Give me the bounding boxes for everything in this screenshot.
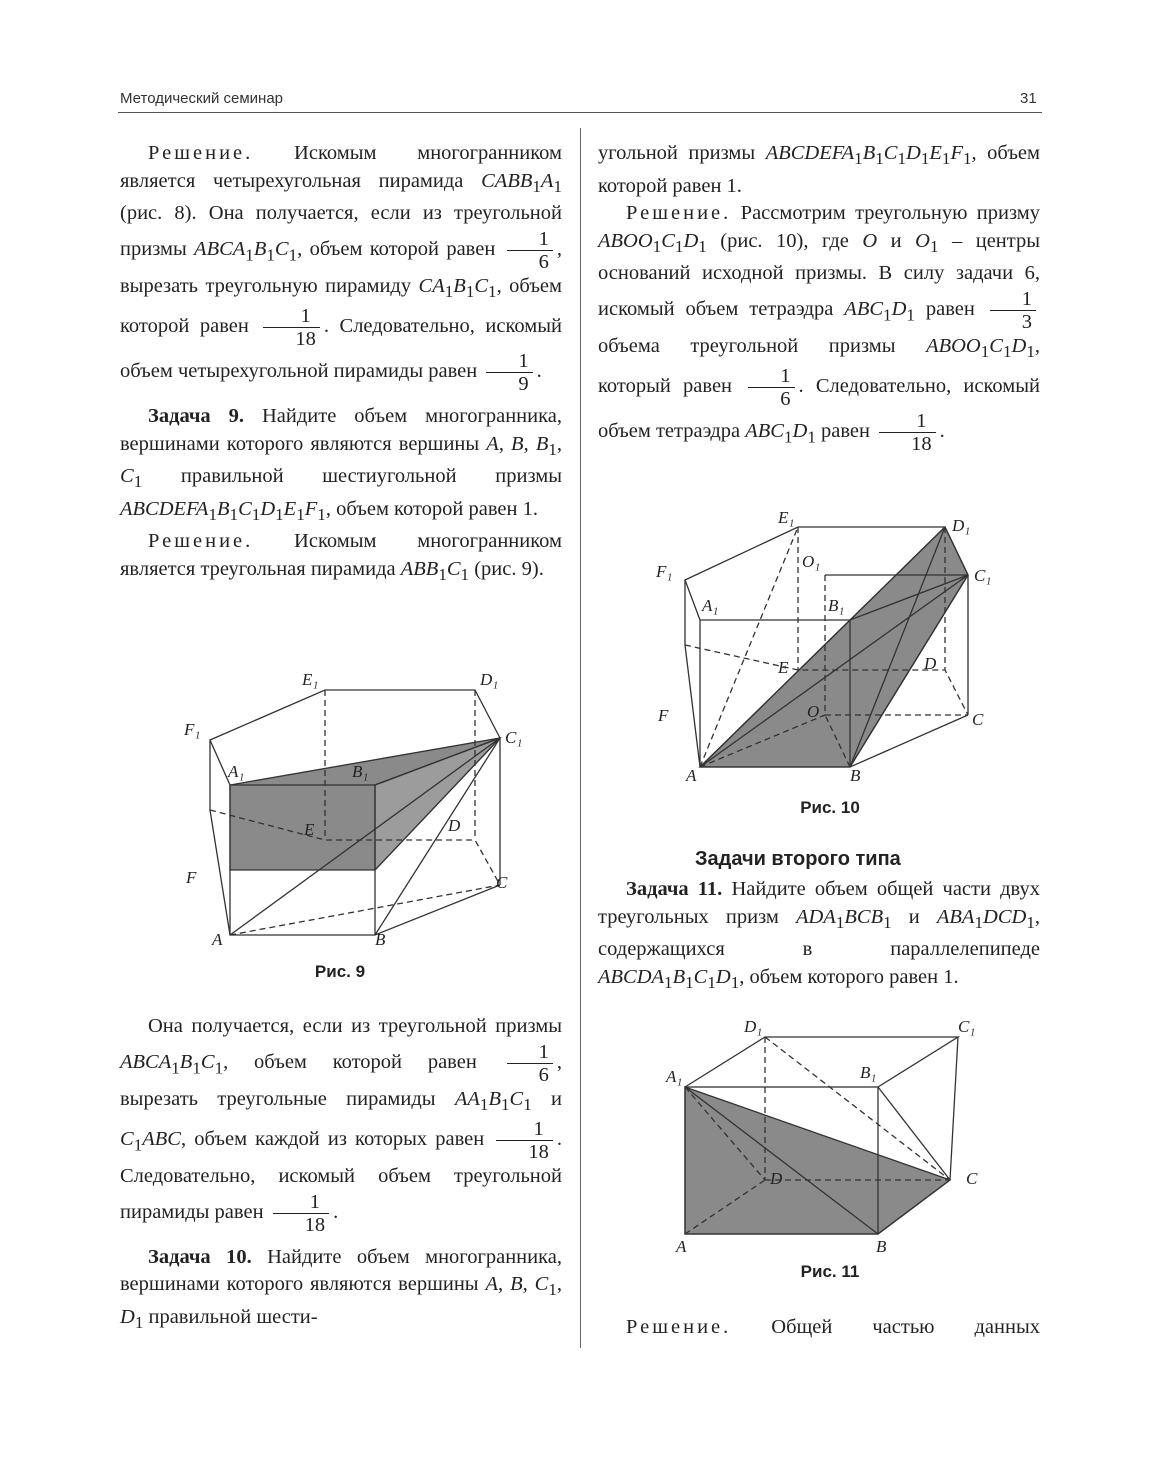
fig10-label-D1: D₁ <box>952 516 971 535</box>
running-header: Методический семинар <box>120 90 284 107</box>
figure-11-caption: Рис. 11 <box>800 1262 860 1281</box>
right-column-bottom <box>598 1314 1040 1342</box>
solution-8-paragraph: Решение. Искомым многогранником является четырехугольная пирамида $CABB_1A_1$ (рис. 8). Она получается, если из треугольной призмы $ABCA_1B_1C_1$, объем которой равен $\frac{1}{6}$ , вырезать треугольную пирамиду $CA_1B_1C_1$, объем которой равен $\frac{1}{18}$ . Следовательно, искомый объем четырехугольной пирамиды равен $\frac{1}{9}$ . <box>120 142 562 396</box>
solution-9-continued: Она получается, если из треугольной призмы $ABCA_1B_1C_1$, объем которой равен $\frac{1}{6}$ , вырезать треугольные пирамиды $AA_1B_1C_1$ и $C_1ABC$, объем каждой из которых равен $\frac{1}{18}$ . Следовательно, искомый объем треугольной пирамиды равен $\frac{1}{18}$ . <box>120 1015 562 1236</box>
fig11-label-B1: B₁ <box>860 1063 877 1082</box>
fig10-label-A1: A₁ <box>702 596 719 615</box>
task-9-paragraph: Задача 9. Найдите объем многогранника, вершинами которого являются вершины A, B, $B_1$, $C_1$ правильной шестиугольной призмы $ABCDEFA_1B_1C_1D_1E_1F_1$, объем которой равен 1. <box>120 405 563 524</box>
fig10-label-C: C <box>972 710 984 729</box>
fig9-label-E1: E₁ <box>302 670 319 689</box>
task-10-continued: угольной призмы $ABCDEFA_1B_1C_1D_1E_1F_1$, объем которой равен 1. <box>598 142 1040 197</box>
task-11-paragraph: Задача 11. Найдите объем общей части двух треугольных призм $ADA_1BCB_1$ и $ABA_1DCD_1$, содержащихся в параллелепипеде $ABCDA_1B_1C_1D_1$, объем которого равен 1. <box>598 878 1040 992</box>
fig9-label-D1: D₁ <box>480 670 499 689</box>
fig10-label-E: E <box>778 658 789 677</box>
fig11-label-D1: D₁ <box>744 1017 763 1036</box>
fig10-label-O: O <box>807 702 820 721</box>
fig11-label-D: D <box>770 1169 783 1188</box>
task-10-paragraph: Задача 10. Найдите объем многогранника, вершинами которого являются вершины A, B, $C_1$, $D_1$ правильной шести- <box>120 1245 563 1332</box>
header-rule <box>118 112 1042 113</box>
fig9-label-F1: F₁ <box>184 720 201 739</box>
fig10-label-C1: C₁ <box>974 566 992 585</box>
shaded-common-part <box>685 1087 950 1234</box>
left-column-bottom <box>120 1013 562 1336</box>
solution-11-start: Решение. Общей частью данных <box>626 1316 1040 1338</box>
fig11-label-A1: A₁ <box>666 1067 683 1086</box>
figure-10 <box>650 505 1030 795</box>
fig10-label-F1: F₁ <box>656 562 673 581</box>
fig9-label-A1: A₁ <box>228 762 245 781</box>
shaded-tetrahedron <box>700 527 968 767</box>
solution-9-paragraph: Решение. Искомым многогранником является треугольная пирамида $ABB_1C_1$ (рис. 9). <box>120 530 562 585</box>
figure-11 <box>666 1012 1030 1262</box>
task-10-title: Задача 10. <box>148 1245 252 1268</box>
fig10-label-D: D <box>924 654 937 673</box>
solution-10-paragraph: Решение. Рассмотрим треугольную призму $ABOO_1C_1D_1$ (рис. 10), где O и $O_1$ – центры оснований исходной призмы. В силу задачи 6, искомый объем тетраэдра $ABC_1D_1$ равен $\frac{1}{3}$ объема треугольной призмы $ABOO_1C_1D_1$, который равен $\frac{1}{6}$ . Следовательно, искомый объем тетраэдра $ABC_1D_1$ равен $\frac{1}{18}$ . <box>598 202 1040 456</box>
section-title: Задачи второго типа <box>695 848 901 870</box>
task-9-title: Задача 9. <box>148 405 245 428</box>
figure-10-caption: Рис. 10 <box>800 798 860 817</box>
fig9-label-B: B <box>375 930 386 949</box>
fig10-label-F: F <box>658 706 669 725</box>
fig10-label-A: A <box>686 766 697 785</box>
fig11-label-B: B <box>876 1237 887 1256</box>
fig11-label-A: A <box>676 1237 687 1256</box>
fig9-label-D: D <box>448 816 461 835</box>
fig9-label-B1: B₁ <box>352 762 369 781</box>
fig10-label-B1: B₁ <box>828 596 845 615</box>
right-column-top <box>598 140 1040 455</box>
fig10-label-O1: O₁ <box>802 552 821 571</box>
page-number: 31 <box>1020 90 1037 107</box>
fig9-label-F: F <box>186 868 197 887</box>
fig9-label-C: C <box>496 873 508 892</box>
figure-9 <box>170 665 550 955</box>
fig11-label-C: C <box>966 1169 978 1188</box>
task-11-title: Задача 11. <box>626 878 723 900</box>
column-divider <box>580 128 581 1348</box>
left-column-top <box>120 140 562 589</box>
fig9-label-E: E <box>304 820 315 839</box>
fig10-label-B: B <box>850 766 861 785</box>
right-column-task11 <box>598 876 1040 996</box>
fig11-label-C1: C₁ <box>958 1017 976 1036</box>
fig9-label-C1: C₁ <box>505 728 523 747</box>
fig9-label-A: A <box>212 930 223 949</box>
fig10-label-E1: E₁ <box>778 508 795 527</box>
figure-9-caption: Рис. 9 <box>314 962 366 981</box>
